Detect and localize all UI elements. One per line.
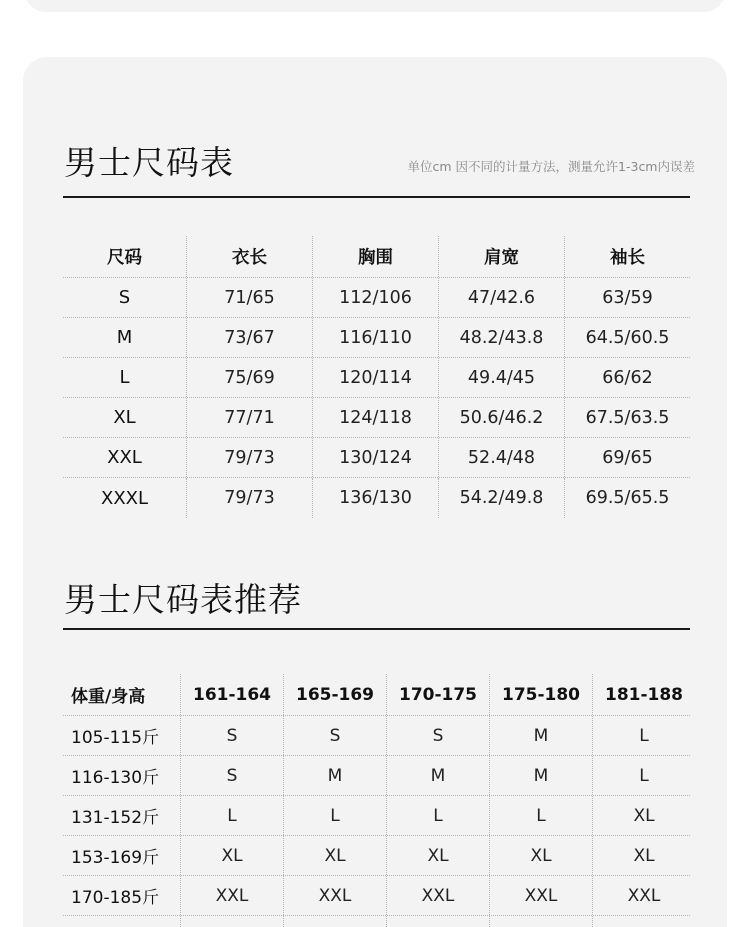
- table-cell: L: [119, 367, 130, 388]
- table-cell: XL: [592, 796, 695, 835]
- table-cell: XXL: [592, 876, 695, 915]
- header-cell: 胸围: [312, 236, 438, 277]
- table-cell: 47/42.6: [438, 278, 564, 317]
- table-cell: 105-115斤: [71, 728, 160, 748]
- table-cell: XL: [386, 836, 489, 875]
- table-cell: 130/124: [312, 438, 438, 477]
- table-cell: M: [116, 327, 133, 348]
- table-cell: 69.5/65.5: [564, 478, 690, 518]
- table-cell: XL: [283, 836, 386, 875]
- table-header-row: [63, 674, 690, 716]
- table-cell: 79/73: [186, 478, 312, 518]
- table-cell: 124/118: [312, 398, 438, 437]
- table-cell: [63, 916, 180, 927]
- header-cell: 170-175: [386, 674, 489, 715]
- table-cell: 77/71: [186, 398, 312, 437]
- table-row: [63, 716, 690, 756]
- table-cell: [180, 916, 283, 927]
- table-cell: XXXL: [100, 487, 149, 509]
- table-row: [63, 318, 690, 358]
- table-row: [63, 756, 690, 796]
- table-cell: 54.2/49.8: [438, 478, 564, 518]
- previous-card: [24, 0, 726, 12]
- title-divider: [63, 196, 690, 198]
- table-cell: M: [489, 716, 592, 755]
- table-cell: S: [283, 716, 386, 755]
- table-cell: XL: [113, 407, 136, 428]
- header-cell: 体重/身高: [71, 687, 146, 707]
- table-cell: 116/110: [312, 318, 438, 357]
- table-cell: L: [489, 796, 592, 835]
- table-cell: 131-152斤: [71, 808, 160, 828]
- header-cell: 袖长: [564, 236, 690, 277]
- recommend-table: [63, 674, 690, 927]
- table-row: [63, 438, 690, 478]
- table-row: [63, 398, 690, 438]
- table-cell: 112/106: [312, 278, 438, 317]
- table-cell: XL: [592, 836, 695, 875]
- table-row: [63, 478, 690, 518]
- table-cell: 153-169斤: [71, 848, 160, 868]
- size-table: [63, 236, 690, 518]
- table-cell: 116-130斤: [71, 768, 160, 788]
- table-row: [63, 836, 690, 876]
- header-cell: 161-164: [180, 674, 283, 715]
- table-cell: L: [592, 756, 695, 795]
- table-cell: 50.6/46.2: [438, 398, 564, 437]
- table-cell: S: [180, 756, 283, 795]
- table-cell: 120/114: [312, 358, 438, 397]
- table-cell: 48.2/43.8: [438, 318, 564, 357]
- table-cell: 52.4/48: [438, 438, 564, 477]
- table-cell: 64.5/60.5: [564, 318, 690, 357]
- table-cell: L: [180, 796, 283, 835]
- table-cell: 79/73: [186, 438, 312, 477]
- table-cell: [283, 916, 386, 927]
- table-cell: 75/69: [186, 358, 312, 397]
- table-cell: 69/65: [564, 438, 690, 477]
- table-cell: L: [386, 796, 489, 835]
- table-cell: [592, 916, 695, 927]
- table-cell: 71/65: [186, 278, 312, 317]
- table-cell: XXL: [107, 447, 142, 468]
- header-cell: 181-188: [592, 674, 695, 715]
- table-cell: 49.4/45: [438, 358, 564, 397]
- measurement-note: 单位cm 因不同的计量方法，测量允许1-3cm内误差: [407, 159, 695, 174]
- table-cell: XXL: [386, 876, 489, 915]
- table-cell: L: [592, 716, 695, 755]
- title-divider: [63, 628, 690, 630]
- table-cell: [386, 916, 489, 927]
- table-cell: 136/130: [312, 478, 438, 518]
- table-row: [63, 916, 690, 927]
- table-cell: [489, 916, 592, 927]
- header-cell: 175-180: [489, 674, 592, 715]
- table-cell: S: [180, 716, 283, 755]
- size-chart-title: 男士尺码表: [64, 143, 234, 182]
- table-row: [63, 796, 690, 836]
- table-cell: XXL: [489, 876, 592, 915]
- table-cell: 67.5/63.5: [564, 398, 690, 437]
- table-row: [63, 876, 690, 916]
- table-cell: XXL: [180, 876, 283, 915]
- table-cell: 170-185斤: [71, 888, 160, 908]
- table-cell: 66/62: [564, 358, 690, 397]
- table-cell: L: [283, 796, 386, 835]
- table-cell: M: [489, 756, 592, 795]
- table-cell: XXL: [283, 876, 386, 915]
- header-cell: 肩宽: [438, 236, 564, 277]
- table-cell: XL: [180, 836, 283, 875]
- table-cell: S: [118, 287, 131, 308]
- table-cell: XL: [489, 836, 592, 875]
- table-cell: 63/59: [564, 278, 690, 317]
- table-cell: 73/67: [186, 318, 312, 357]
- table-cell: M: [386, 756, 489, 795]
- table-cell: M: [283, 756, 386, 795]
- table-cell: S: [386, 716, 489, 755]
- header-cell: 尺码: [107, 248, 142, 268]
- table-row: [63, 358, 690, 398]
- table-header-row: [63, 236, 690, 278]
- header-cell: 衣长: [186, 236, 312, 277]
- recommend-chart-title: 男士尺码表推荐: [64, 580, 302, 619]
- header-cell: 165-169: [283, 674, 386, 715]
- table-row: [63, 278, 690, 318]
